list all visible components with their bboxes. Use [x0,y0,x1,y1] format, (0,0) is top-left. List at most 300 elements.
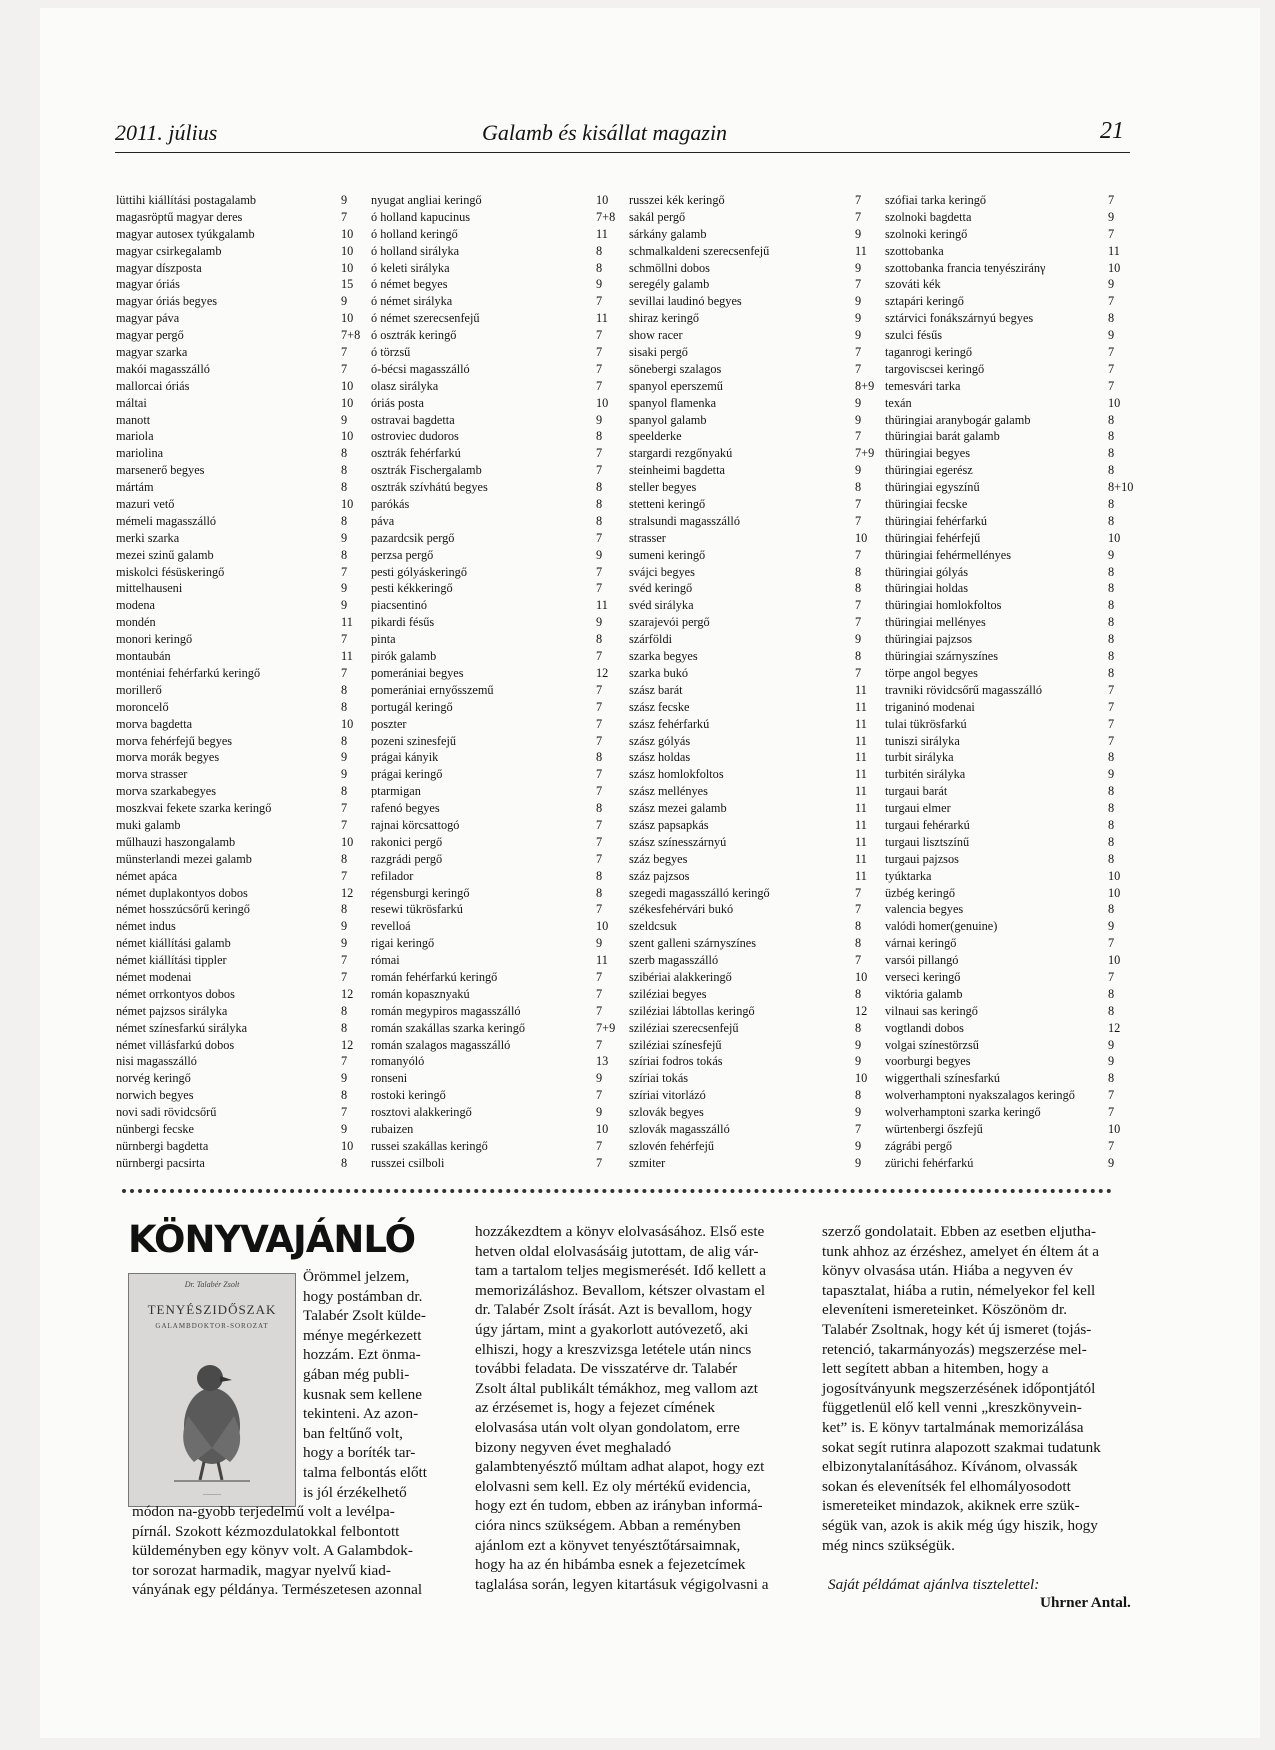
breed-score: 13 [596,1054,609,1069]
breed-name: szlovák magasszálló [629,1121,730,1136]
breed-name: makói magasszálló [116,361,210,376]
breed-score: 10 [1108,885,1121,900]
breed-name: rafenó begyes [371,801,440,816]
breed-name: mariola [116,429,154,444]
magazine-title: Galamb és kisállat magazin [482,120,728,145]
breed-name: morva bagdetta [116,716,193,731]
breed-name: szász fecske [629,699,690,714]
breed-name: stralsundi magasszálló [629,513,740,528]
breed-name: pazardcsik pergő [371,530,455,545]
breed-score: 10 [341,429,354,444]
breed-name: prágai keringő [371,767,443,782]
breed-score: 9 [855,1037,862,1052]
breed-name: óriás posta [371,395,424,410]
breed-score: 8 [596,885,603,900]
text-line: dr. Talabér Zsolt írását. Azt is bevallom, hogy [475,1301,753,1319]
breed-score: 8 [1108,986,1115,1001]
breed-name: rigai keringő [371,936,435,951]
breed-score: 9 [855,412,862,427]
breed-name: turbit sirályka [885,750,954,765]
breed-name: stargardi rezgőnyakú [629,446,733,461]
breed-name: morva szarkabegyes [116,784,217,799]
breed-name: vilnaui sas keringő [885,1003,978,1018]
breed-score: 8+10 [1108,480,1134,495]
breed-score: 7 [596,699,603,714]
breed-score: 8 [1108,1071,1115,1086]
breed-score: 7 [1108,294,1115,309]
text-line: könyv olvasása után. Hiába a negyven év [822,1262,1073,1280]
breed-score: 12 [341,986,354,1001]
breed-name: manott [116,412,151,427]
breed-score: 8 [596,260,603,275]
breed-name: mittelhauseni [116,581,183,596]
breed-name: magyar pergő [116,328,184,343]
breed-score: 7 [855,885,862,900]
text-line: cióra nincs szükségem. Abban a reményben [475,1516,741,1534]
breed-name: szász fehérfarkú [629,716,710,731]
breed-name: resewi tükrösfarkú [371,902,463,917]
breed-score: 7 [341,564,348,579]
breed-score: 7 [596,1037,603,1052]
breed-name: sevillai laudinó begyes [629,294,742,309]
review-col1-full [132,1502,422,1600]
breed-score: 12 [341,885,354,900]
breed-score: 7 [1108,733,1115,748]
breed-name: seregély galamb [629,277,710,292]
breed-score: 10 [341,716,354,731]
breed-score: 11 [855,834,867,849]
breed-name: strasser [629,530,666,545]
breed-score: 7 [596,581,603,596]
breed-name: valódi homer(genuine) [885,919,998,934]
text-line: hetven oldal elolvasásáig jutottam, de alig vár- [475,1242,759,1260]
breed-score: 8 [341,733,348,748]
breed-score: 9 [596,547,603,562]
breed-name: morva morák begyes [116,750,220,765]
breed-score: 7 [596,682,603,697]
breed-name: nürnbergi pacsirta [116,1155,205,1170]
breed-name: sziléziai lábtollas keringő [629,1003,755,1018]
text-line: hozzákezdtem a könyv elolvasásához. Első este [475,1223,765,1240]
breed-name: münsterlandi mezei galamb [116,851,252,866]
breed-score: 8 [1108,446,1115,461]
breed-name: szófiai tarka keringő [885,193,987,207]
breed-name: mazuri vető [116,497,175,512]
breed-score: 7 [1108,682,1115,697]
breed-score: 10 [855,1071,868,1086]
breed-score: 7 [596,378,603,393]
text-line: ségük van, azok is akik még úgy hiszik, hogy [822,1516,1098,1534]
breed-score: 8 [1108,311,1115,326]
breed-name: német pajzsos sirályka [116,1003,228,1018]
breed-name: zágrábi pergő [885,1138,953,1153]
breed-name: turgaui lisztszínű [885,834,970,849]
dotted-separator [122,1189,1112,1193]
breed-score: 9 [855,1138,862,1153]
breed-name: szíriai fodros tokás [629,1054,723,1069]
breed-score: 7+8 [341,328,361,343]
breed-name: szíriai tokás [629,1071,689,1086]
breed-score: 9 [341,294,348,309]
text-line: jogosítványunk megszerzésének időpontjától [822,1379,1096,1397]
breed-name: szarajevói pergő [629,615,710,630]
breed-score: 9 [855,226,862,241]
breed-name: pomerániai ernyősszemű [371,682,494,697]
breed-name: sziléziai begyes [629,986,707,1001]
breed-score: 7 [596,649,603,664]
author-signature: Uhrner Antal. [1040,1594,1131,1611]
breed-name: sakál pergő [629,209,686,224]
breed-name: ó német begyes [371,277,448,292]
breed-name: volgai színestörzsű [885,1037,979,1052]
breed-name: szottobanka francia tenyésziránγ [885,260,1046,275]
breed-name: szerb magasszálló [629,953,719,968]
breed-name: turgaui fehérarkú [885,817,970,832]
breed-name: páva [371,513,395,528]
text-line: elbizonytalanításához. Kívánom, olvassák [822,1458,1078,1476]
text-line: memorizáláshoz. Bevallom, kétszer olvastam el [475,1281,766,1299]
breed-score: 7 [855,902,862,917]
text-line: galambtenyésztő múltam adhat alapot, hogy ezt [475,1458,765,1476]
breed-name: német apáca [116,868,178,883]
breed-name: monténiai fehérfarkú keringő [116,665,261,680]
breed-score: 8 [1108,429,1115,444]
text-line: tapasztalat, hiába a rutin, némelyekor fel kell [822,1281,1096,1299]
breed-score: 8 [855,480,862,495]
breed-name: show racer [629,328,683,343]
breed-name: shiraz keringő [629,311,699,326]
breed-score: 9 [1108,328,1115,343]
breed-name: norvég keringő [116,1071,191,1086]
breed-score: 7 [1108,1138,1115,1153]
breed-name: római [371,953,400,968]
closing-line: Saját példámat ajánlva tisztelettel: [828,1576,1040,1593]
breed-score: 8 [341,1003,348,1018]
breed-score: 11 [855,868,867,883]
breed-score: 8 [596,801,603,816]
breed-score: 7 [1108,378,1115,393]
breed-score: 8 [855,936,862,951]
text-line: hogy a boríték tar- [303,1444,416,1462]
breed-score: 8 [341,682,348,697]
text-line: ket” is. E könyv tartalmának memorizálása [822,1418,1084,1436]
breed-score: 7 [855,547,862,562]
breed-name: tuniszi sirályka [885,733,960,748]
breed-name: russei szakállas keringő [371,1138,488,1153]
breed-name: nisi magasszálló [116,1054,197,1069]
text-line: Örömmel jelzem, [303,1268,410,1285]
page-number: 21 [1100,118,1124,144]
breed-score: 8 [341,463,348,478]
breed-name: voorburgi begyes [885,1054,971,1069]
breed-score: 7 [1108,361,1115,376]
breed-name: thüringiai holdas [885,581,968,596]
breed-name: mallorcai óriás [116,378,190,393]
breed-score: 8 [855,1020,862,1035]
breed-score: 7 [596,1155,603,1170]
text-line: úgy jártam, mint a gyakorlott autóvezető, aki [475,1320,749,1338]
breed-score: 9 [1108,767,1115,782]
breed-score: 9 [855,328,862,343]
breed-name: viktória galamb [885,986,963,1001]
breed-score: 10 [341,260,354,275]
text-line: az érzésemet is, hogy a fejezet címének [475,1399,715,1417]
breed-score: 8 [341,699,348,714]
issue-date: 2011. július [115,120,218,145]
breed-score: 9 [596,1105,603,1120]
breed-name: román szakállas szarka keringő [371,1020,525,1035]
breed-name: magyar csirkegalamb [116,243,222,258]
breed-name: német modenai [116,969,192,984]
breed-score: 12 [855,1003,868,1018]
breed-score: 10 [341,1138,354,1153]
breed-score: 7 [596,1003,603,1018]
breed-score: 9 [855,1054,862,1069]
breed-name: pomerániai begyes [371,665,464,680]
breed-name: német kiállítási galamb [116,936,231,951]
breed-score: 9 [596,615,603,630]
breed-name: razgrádi pergő [371,851,443,866]
breed-score: 9 [855,463,862,478]
breed-score: 10 [341,834,354,849]
breed-score: 7 [596,564,603,579]
breed-name: szegedi magasszálló keringő [629,885,770,900]
breed-score: 10 [341,497,354,512]
breed-score: 7 [341,361,348,376]
breed-score: 7 [341,969,348,984]
breed-name: thüringiai fehérfarkú [885,513,988,528]
breed-name: parókás [371,497,410,512]
breed-score: 10 [855,530,868,545]
breed-score: 7 [855,361,862,376]
breed-name: szárföldi [629,632,673,647]
breed-score: 8 [1108,632,1115,647]
breed-score: 7 [596,530,603,545]
breed-score: 11 [596,598,608,613]
breed-name: üzbég keringő [885,885,955,900]
breed-score: 7 [1108,345,1115,360]
breed-name: svéd sirályka [629,598,694,613]
breed-name: refilador [371,868,414,883]
breed-name: rajnai körcsattogó [371,817,460,832]
book-series: GALAMBDOKTOR-SOROZAT [155,1322,269,1330]
breed-score: 11 [855,801,867,816]
breed-score: 11 [855,699,867,714]
breed-name: miskolci fésüskeringő [116,564,225,579]
breed-name: verseci keringő [885,969,961,984]
breed-score: 9 [596,936,603,951]
text-line: talma felbontás előtt [303,1463,427,1481]
breed-score: 7 [855,497,862,512]
breed-score: 7 [855,345,862,360]
breed-name: marsenerő begyes [116,463,205,478]
breed-name: ó német sirályka [371,294,453,309]
breed-name: ó holland keringő [371,226,458,241]
breed-name: nürnbergi bagdetta [116,1138,209,1153]
breed-score: 8 [341,1088,348,1103]
text-line: ajánlom ezt a könyvet tenyésztőtársaimnak, [475,1536,741,1554]
breed-score: 7 [855,615,862,630]
breed-score: 10 [1108,530,1121,545]
breed-score: 7 [596,986,603,1001]
breed-name: spanyol eperszemű [629,378,723,393]
breed-score: 7+9 [855,446,875,461]
breed-name: romanyóló [371,1054,425,1069]
breed-score: 9 [855,395,862,410]
breed-score: 11 [855,682,867,697]
breed-name: thüringiai gólyás [885,564,968,579]
breed-score: 10 [1108,260,1121,275]
text-line: küldeményben egy könyv volt. A Galambdok- [132,1542,413,1560]
breed-score: 11 [855,716,867,731]
breed-name: stetteni keringő [629,497,706,512]
breed-name: vogtlandi dobos [885,1020,964,1035]
breed-name: szulci fésűs [885,328,943,343]
breed-name: szász gólyás [629,733,691,748]
breed-score: 8 [596,750,603,765]
breed-score: 7 [341,632,348,647]
breed-name: thüringiai begyes [885,446,971,461]
breed-name: német villásfarkú dobos [116,1037,235,1052]
breed-score: 10 [1108,953,1121,968]
breed-score: 8 [855,1088,862,1103]
breed-score: 7 [855,193,862,207]
breed-name: sárkány galamb [629,226,707,241]
breed-score: 9 [855,1105,862,1120]
breed-name: szolnoki bagdetta [885,209,972,224]
breed-score: 7 [1108,226,1115,241]
breed-score: 8 [596,868,603,883]
breed-name: tyúktarka [885,868,932,883]
breed-score: 9 [341,767,348,782]
breed-name: mémeli magasszálló [116,513,217,528]
breed-name: román kopasznyakú [371,986,470,1001]
breed-score: 8 [596,513,603,528]
breed-score: 9 [855,1155,862,1170]
breed-name: speelderke [629,429,682,444]
breed-name: német duplakontyos dobos [116,885,248,900]
breed-name: sumeni keringő [629,547,706,562]
text-line: szerző gondolatait. Ebben az esetben eljutha- [822,1223,1097,1240]
breed-name: morillerő [116,682,162,697]
breed-score: 7+8 [596,209,616,224]
breed-score: 7 [596,716,603,731]
breed-score: 8 [596,429,603,444]
breed-score: 11 [341,649,353,664]
breed-score: 10 [341,226,354,241]
breed-name: osztrák szívhátú begyes [371,480,488,495]
breed-score: 11 [341,615,353,630]
breed-name: poszter [371,716,407,731]
breed-name: montaubán [116,649,171,664]
breed-score: 8 [1108,598,1115,613]
breed-score: 8 [1108,851,1115,866]
breed-name: steller begyes [629,480,697,495]
breed-name: szász barát [629,682,683,697]
breed-name: nyugat angliai keringő [371,193,482,207]
breed-name: ó-bécsi magasszálló [371,361,470,376]
text-line: Talabér Zsolt külde- [303,1307,426,1325]
breed-score: 7 [1108,969,1115,984]
breed-score: 7 [596,834,603,849]
page-header [115,118,1130,153]
breed-name: turbitén sirályka [885,767,966,782]
text-line: módon na-gyobb terjedelmű volt a levélpa- [132,1503,395,1520]
breed-score: 7 [1108,1088,1115,1103]
breed-name: morva fehérfejű begyes [116,733,233,748]
breed-score: 10 [596,395,609,410]
breed-score: 9 [1108,919,1115,934]
breed-name: merki szarka [116,530,180,545]
breed-name: olasz sirályka [371,378,439,393]
breed-score: 8 [1108,1003,1115,1018]
breed-name: spanyol galamb [629,412,707,427]
breed-name: törpe angol begyes [885,665,978,680]
breed-name: osztrák fehérfarkú [371,446,461,461]
breed-name: osztrák Fischergalamb [371,463,482,478]
breed-score: 15 [341,277,354,292]
breed-name: szarka begyes [629,649,698,664]
breed-name: modena [116,598,155,613]
breed-name: spanyol flamenka [629,395,717,410]
text-line: sokan és elevenítsék fel elhomályosodott [822,1477,1071,1495]
breed-score: 11 [855,243,867,258]
breed-name: mezei szinű galamb [116,547,214,562]
breed-score: 12 [341,1037,354,1052]
breed-name: thüringiai fecske [885,497,968,512]
breed-score: 10 [596,193,609,207]
breed-name: szottobanka [885,243,944,258]
text-line: ban feltűnő volt, [303,1424,403,1442]
text-line: taglalása során, legyen kitartásuk végigolvasni a [475,1575,769,1593]
breed-name: wiggerthali színesfarkú [885,1071,1001,1086]
breed-name: sziléziai szerecsenfejű [629,1020,739,1035]
breed-name: pikardi fésűs [371,615,435,630]
breed-name: thüringiai pajzsos [885,632,973,647]
breed-score: 8 [341,1155,348,1170]
breed-name: rubaizen [371,1121,414,1136]
breed-score: 11 [855,767,867,782]
breed-score: 7 [341,209,348,224]
breed-name: moroncelő [116,699,169,714]
breed-score: 9 [855,260,862,275]
breed-name: thüringiai egerész [885,463,973,478]
book-author: Dr. Talabér Zsolt [184,1280,240,1289]
breed-name: thüringiai fehérfejű [885,530,981,545]
breed-name: wolverhamptoni szarka keringő [885,1105,1041,1120]
breed-score: 11 [596,953,608,968]
breed-name: svéd keringő [629,581,693,596]
breed-name: román megypiros magasszálló [371,1003,521,1018]
breed-name: rosztovi alakkeringő [371,1105,472,1120]
breed-name: sziléziai színesfejű [629,1037,722,1052]
breed-score: 10 [855,969,868,984]
breed-score: 9 [1108,547,1115,562]
breed-score: 8 [596,480,603,495]
breed-score: 9 [341,936,348,951]
breed-name: varsói pillangó [885,953,959,968]
review-col1-wrap [303,1267,427,1502]
breed-name: targoviscsei keringő [885,361,985,376]
text-line: elolvasása után volt olyan gondolatom, erre [475,1418,740,1436]
breed-name: moszkvai fekete szarka keringő [116,801,272,816]
breed-name: turgaui barát [885,784,948,799]
breed-name: pesti gólyáskeringő [371,564,467,579]
breed-score: 8 [341,1020,348,1035]
text-line: ménye megérkezett [303,1326,422,1344]
breed-score: 8 [1108,834,1115,849]
breed-score: 7 [596,733,603,748]
